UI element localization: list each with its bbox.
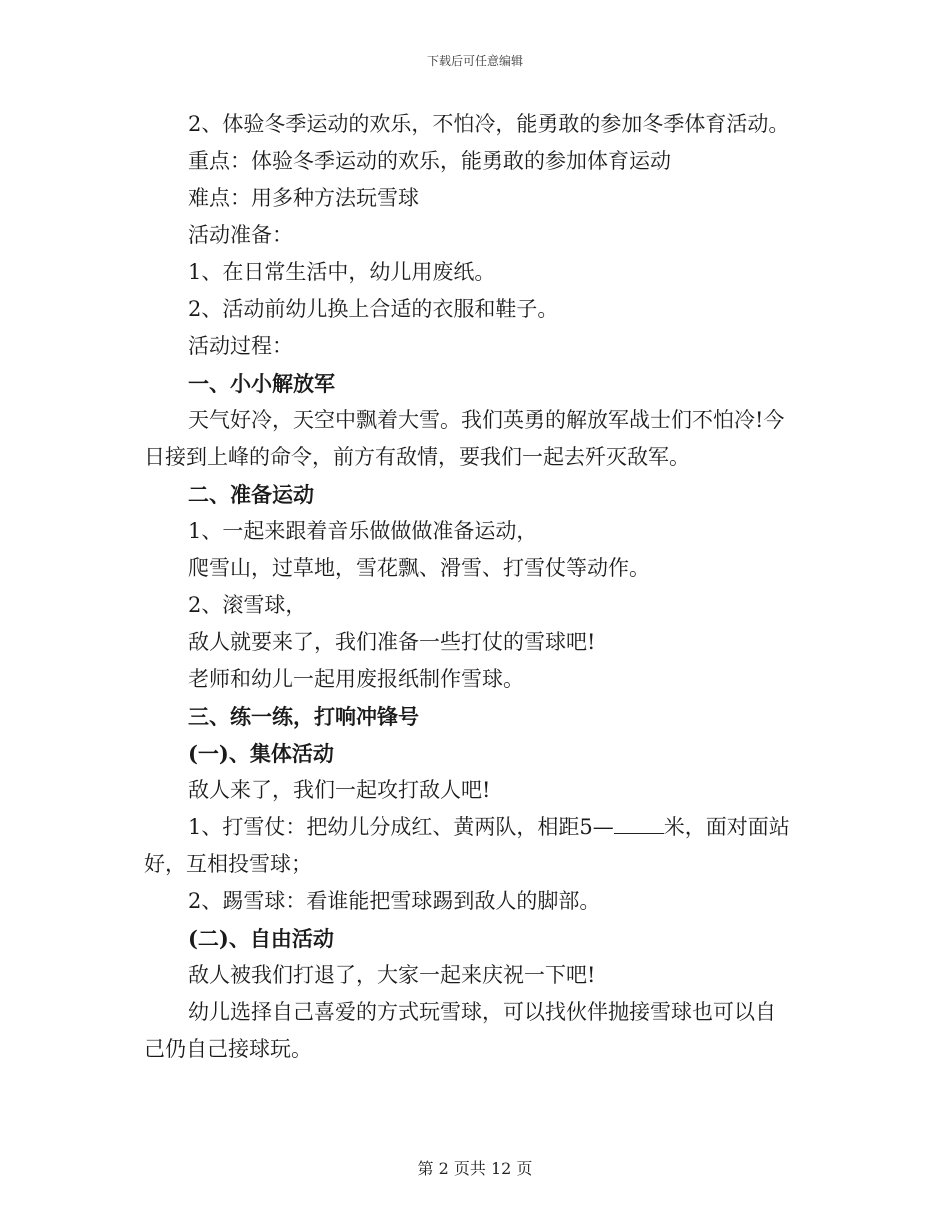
paragraph-make-snowballs: 老师和幼儿一起用废报纸制作雪球。 xyxy=(188,667,524,691)
paragraph-snowball-fight-line2: 好，互相投雪球； xyxy=(144,852,312,876)
paragraph-enemy-coming: 敌人就要来了，我们准备一些打仗的雪球吧! xyxy=(188,630,596,654)
paragraph-attack: 敌人来了，我们一起攻打敌人吧! xyxy=(188,778,491,802)
paragraph-story-line2: 日接到上峰的命令，前方有敌情，要我们一起去歼灭敌军。 xyxy=(144,445,690,469)
paragraph-key-point: 重点：体验冬季运动的欢乐，能勇敢的参加体育运动 xyxy=(188,149,671,173)
paragraph-process-heading: 活动过程： xyxy=(188,334,293,358)
page-footer: 第 2 页共 12 页 xyxy=(417,1159,533,1178)
paragraph-warmup-2: 2、滚雪球， xyxy=(188,593,307,617)
paragraph-free-play-line1: 幼儿选择自己喜爱的方式玩雪球，可以找伙伴抛接雪球也可以自 xyxy=(188,1000,776,1024)
paragraph-prep-1: 1、在日常生活中，幼儿用废纸。 xyxy=(188,260,496,284)
paragraph-story-line1: 天气好冷，天空中飘着大雪。我们英勇的解放军战士们不怕冷!今 xyxy=(188,408,785,432)
snowball-fight-text-b: 米，面对面站 xyxy=(663,815,790,839)
paragraph-kick-snowball: 2、踢雪球：看谁能把雪球踢到敌人的脚部。 xyxy=(188,889,601,913)
paragraph-warmup-actions: 爬雪山，过草地，雪花飘、滑雪、打雪仗等动作。 xyxy=(188,556,650,580)
page-header: 下载后可任意编辑 xyxy=(426,54,523,68)
paragraph-warmup-1: 1、一起来跟着音乐做做做准备运动， xyxy=(188,519,538,543)
document-body xyxy=(144,106,804,1068)
snowball-fight-text-a: 1、打雪仗：把幼儿分成红、黄两队，相距5— xyxy=(188,815,614,839)
fill-in-blank xyxy=(614,815,664,834)
paragraph-snowball-fight-line1 xyxy=(144,809,804,846)
paragraph-goal-2: 2、体验冬季运动的欢乐，不怕冷，能勇敢的参加冬季体育活动。 xyxy=(188,112,790,136)
subsection-heading-free: (二)、自由活动 xyxy=(188,926,334,951)
paragraph-difficulty: 难点：用多种方法玩雪球 xyxy=(188,186,419,210)
section-heading-3: 三、练一练，打响冲锋号 xyxy=(188,704,419,729)
paragraph-prep-2: 2、活动前幼儿换上合适的衣服和鞋子。 xyxy=(188,297,559,321)
section-heading-1: 一、小小解放军 xyxy=(188,371,335,396)
section-heading-2: 二、准备运动 xyxy=(188,482,314,507)
subsection-heading-group: (一)、集体活动 xyxy=(188,741,334,766)
paragraph-celebrate: 敌人被我们打退了，大家一起来庆祝一下吧! xyxy=(188,963,596,987)
paragraph-preparation-heading: 活动准备： xyxy=(188,223,293,247)
paragraph-free-play-line2: 己仍自己接球玩。 xyxy=(144,1037,312,1061)
